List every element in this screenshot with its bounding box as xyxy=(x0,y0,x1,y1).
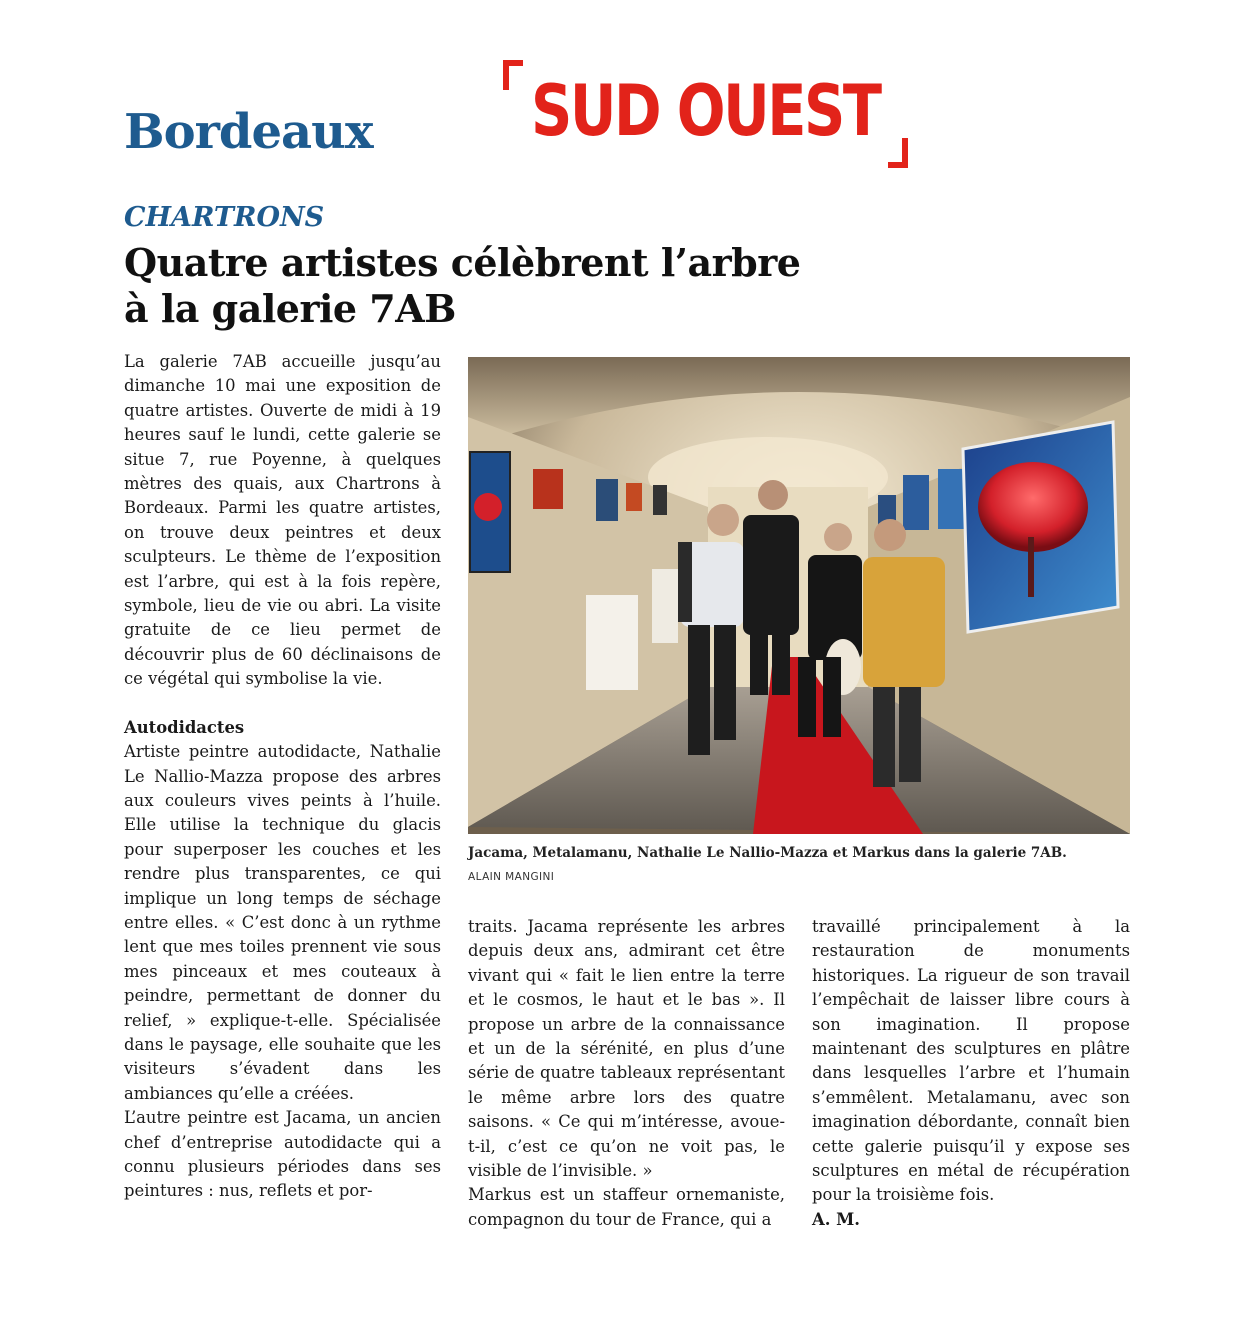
logo-bracket-bottom-right xyxy=(888,138,908,168)
paragraph-markus-end: travaillé principalement à la restauration de monuments historiques. La rigueur de son travail l’empêchait de laisser libre cours à son imagination. Il propose maintenant des sculptures en plâtre dans lesquelles l’arbre et l’humain s’emmêlent. Metalamanu, avec son imagination débordante, connaît bien cette galerie puisqu’il y expose ses sculptures en métal de récupération pour la troisième fois. xyxy=(812,917,1130,1205)
subheading: Autodidactes xyxy=(124,717,245,737)
paragraph-nathalie: Artiste peintre autodidacte, Nathalie Le Nallio-Mazza propose des arbres aux couleurs vives peints à l’huile. Elle utilise la technique du glacis pour superposer les couches et les rendre plus transparentes, ce qui implique un long temps de séchage entre elles. « C’est donc à un rythme lent que mes toiles prennent vie sous mes pinceaux et mes couteaux à peindre, permettant de donner du relief, » explique-t-elle. Spécialisée dans le paysage, elle souhaite que les visiteurs s’évadent dans les ambiances qu’elle a créées. xyxy=(124,742,441,1103)
photo-caption: Jacama, Metalamanu, Nathalie Le Nallio-Mazza et Markus dans la galerie 7AB. xyxy=(468,845,1067,861)
headline-line-1: Quatre artistes célèbrent l’arbre xyxy=(124,240,801,285)
headline-line-2: à la galerie 7AB xyxy=(124,286,456,331)
author-signature: A. M. xyxy=(812,1209,860,1229)
article-column-3 xyxy=(812,915,1130,1232)
article-column-2 xyxy=(468,915,785,1232)
paragraph-jacama-end: traits. Jacama représente les arbres depuis deux ans, admirant cet être vivant qui « fait le lien entre la terre et le cosmos, le haut et le bas ». Il propose un arbre de la connaissance et un de la sérénité, en plus d’une série de quatre tableaux représentant le même arbre lors des quatre saisons. « Ce qui m’intéresse, avoue-t-il, c’est ce qu’on ne voit pas, le visible de l’invisible. » xyxy=(468,917,785,1181)
logo-bracket-top-left xyxy=(503,60,523,90)
section-title: Bordeaux xyxy=(124,104,373,160)
intro-paragraph: La galerie 7AB accueille jusqu’au dimanche 10 mai une exposition de quatre artistes. Ouverte de midi à 19 heures sauf le lundi, cette galerie se situe 7, rue Poyenne, à quelques mètres des quais, aux Chartrons à Bordeaux. Parmi les quatre artistes, on trouve deux peintres et deux sculpteurs. Le thème de l’exposition est l’arbre, qui est à la fois repère, symbole, lieu de vie ou abri. La visite gratuite de ce lieu permet de découvrir plus de 60 déclinaisons de ce végétal qui symbolise la vie. xyxy=(124,352,441,689)
article-kicker: CHARTRONS xyxy=(124,202,325,233)
article-headline xyxy=(124,240,884,332)
paragraph-markus-start: Markus est un staffeur ornemaniste, compagnon du tour de France, qui a xyxy=(468,1185,785,1229)
article-column-1 xyxy=(124,350,441,1204)
gallery-photo xyxy=(468,357,1130,834)
paragraph-jacama-start: L’autre peintre est Jacama, un ancien chef d’entreprise autodidacte qui a connu plusieurs périodes dans ses peintures : nus, reflets et por- xyxy=(124,1108,441,1201)
newspaper-logo xyxy=(503,60,908,168)
logo-wordmark: SUD OUEST xyxy=(531,70,880,152)
photo-credit: ALAIN MANGINI xyxy=(468,871,555,883)
